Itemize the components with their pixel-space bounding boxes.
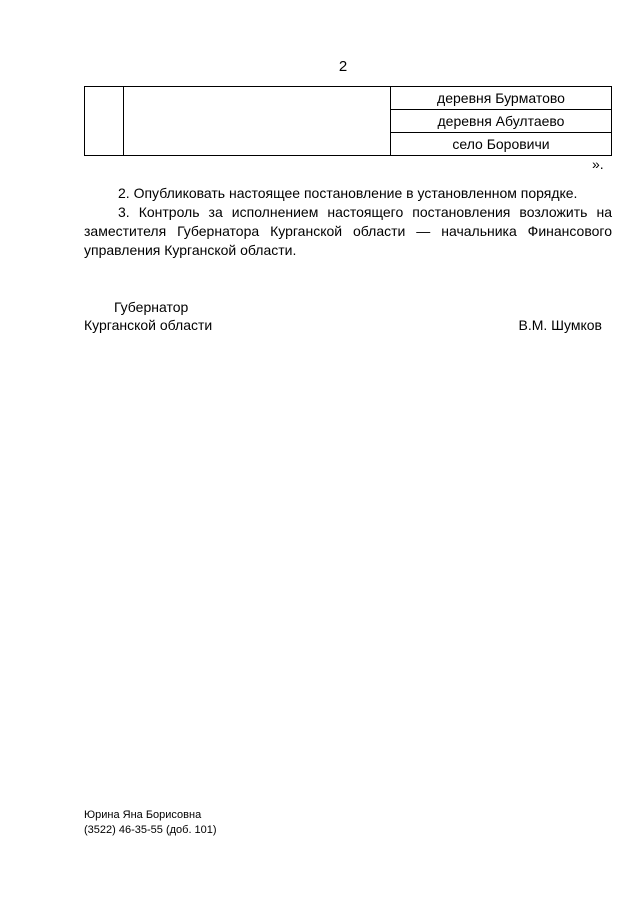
table-cell-settlement: деревня Бурматово	[391, 87, 612, 110]
page-number: 2	[338, 58, 348, 75]
signature-title	[84, 298, 212, 334]
paragraph-publish: 2. Опубликовать настоящее постановление в установленном порядке.	[118, 185, 578, 201]
contact-phone: (3522) 46-35-55 (доб. 101)	[84, 824, 217, 836]
table-cell-settlement: село Боровичи	[391, 133, 612, 156]
table-cell-settlement: деревня Абултаево	[391, 110, 612, 133]
paragraph-control: 3. Контроль за исполнением настоящего постановления возложить на заместителя Губернатора Курганской области — начальника Финансового управления Курганской области.	[84, 204, 612, 258]
table-cell-number	[85, 87, 124, 156]
settlements-table	[84, 86, 612, 156]
contact-name: Юрина Яна Борисовна	[84, 809, 202, 821]
signatory-name: В.М. Шумков	[518, 317, 602, 333]
table-row	[85, 87, 612, 110]
signature-title-line2: Курганской области	[84, 317, 213, 333]
document-body	[84, 184, 612, 260]
closing-quote: ».	[592, 156, 604, 172]
signature-title-line1: Губернатор	[114, 299, 189, 315]
contact-block	[84, 808, 217, 838]
table-cell-name	[124, 87, 391, 156]
